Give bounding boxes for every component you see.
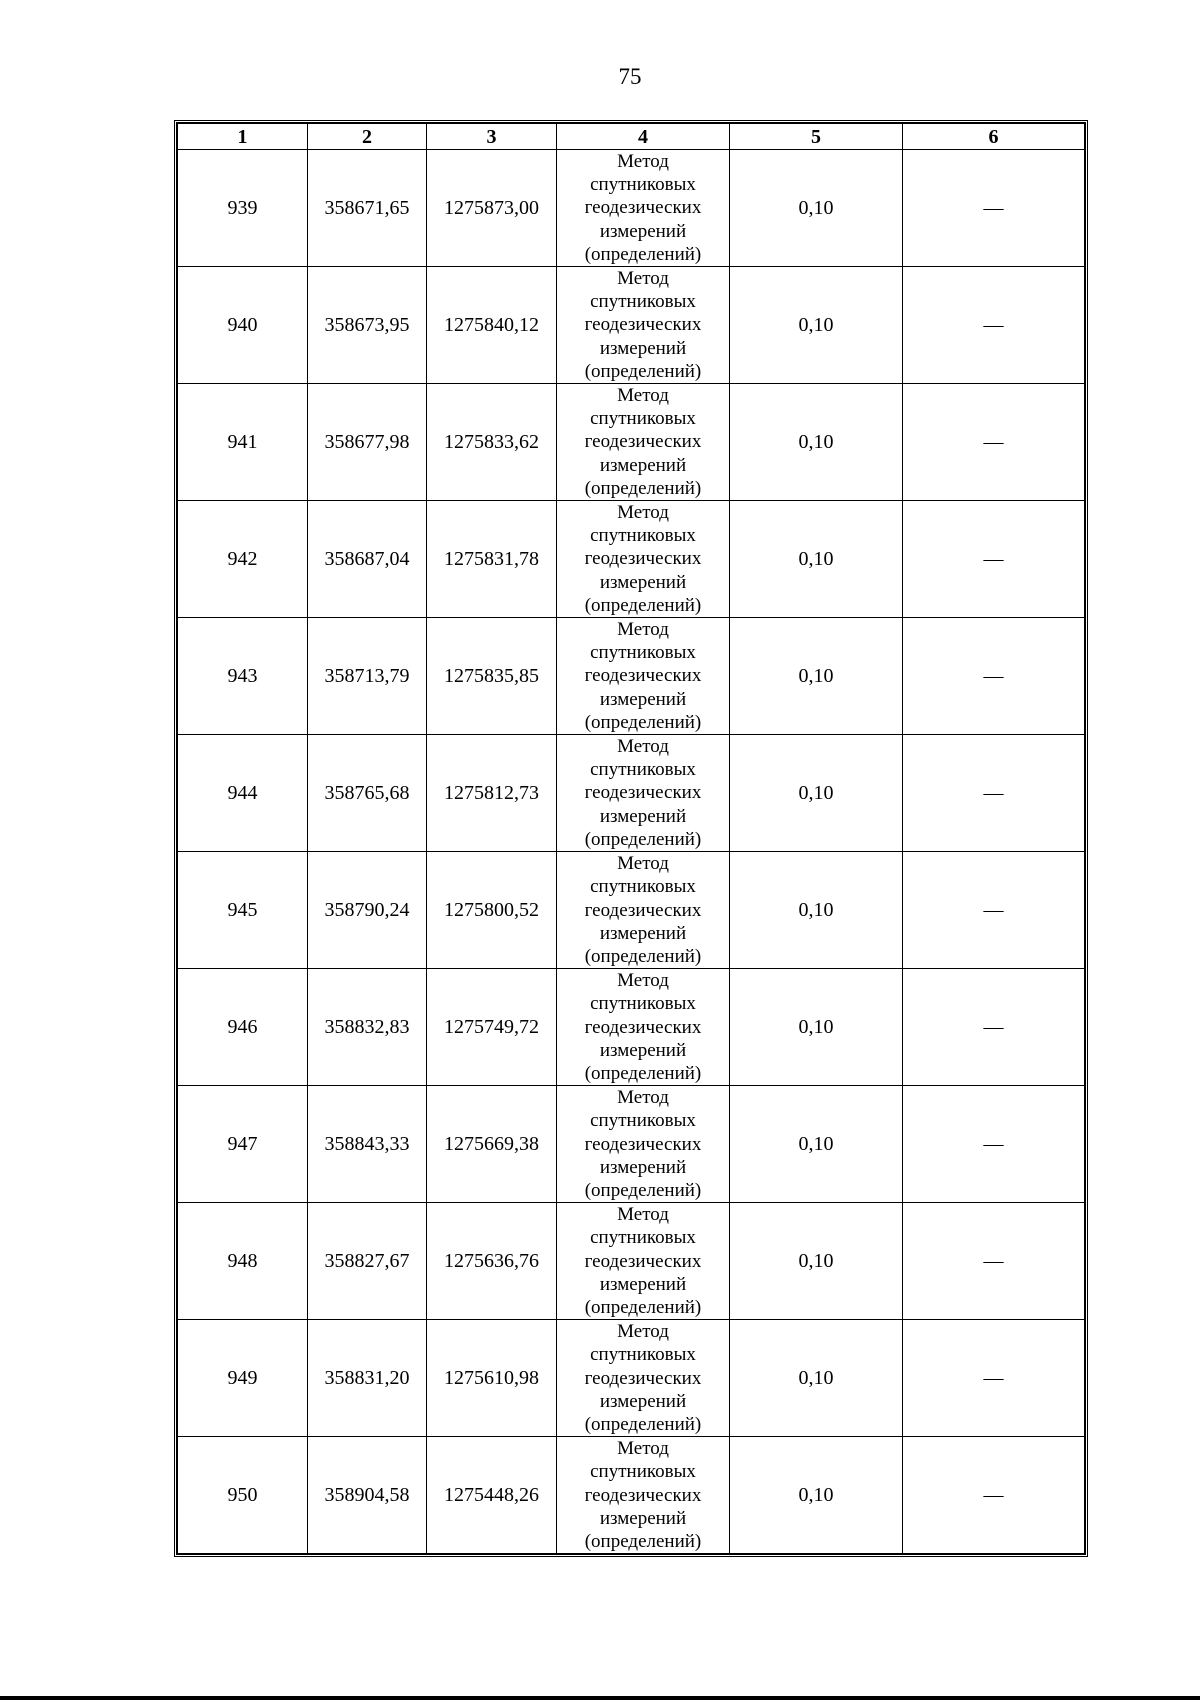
column-header: 6 — [903, 124, 1085, 150]
method-line: (определений) — [584, 945, 702, 967]
point-number-cell: 950 — [178, 1437, 308, 1554]
y-coordinate-cell: 1275812,73 — [427, 735, 557, 852]
method-line: спутниковых — [590, 408, 696, 430]
note-cell: — — [903, 1320, 1085, 1437]
method-line: геодезических — [584, 665, 702, 687]
method-line: (определений) — [584, 1179, 702, 1201]
x-coordinate-cell: 358765,68 — [308, 735, 427, 852]
method-line: Метод — [617, 1438, 669, 1460]
x-coordinate-cell: 358827,67 — [308, 1203, 427, 1320]
table-row — [178, 1086, 1085, 1203]
method-line: измерений — [599, 454, 687, 476]
note-cell: — — [903, 501, 1085, 618]
method-line: измерений — [599, 1039, 687, 1061]
point-number-cell: 945 — [178, 852, 308, 969]
table-row — [178, 267, 1085, 384]
method-line: Метод — [617, 736, 669, 758]
y-coordinate-cell: 1275833,62 — [427, 384, 557, 501]
table-header-row — [178, 124, 1085, 150]
table-row — [178, 1437, 1085, 1554]
column-header: 1 — [178, 124, 308, 150]
method-cell — [557, 852, 730, 969]
y-coordinate-cell: 1275873,00 — [427, 150, 557, 267]
method-line: измерений — [599, 688, 687, 710]
x-coordinate-cell: 358671,65 — [308, 150, 427, 267]
method-line: (определений) — [584, 360, 702, 382]
y-coordinate-cell: 1275749,72 — [427, 969, 557, 1086]
method-line: Метод — [617, 1321, 669, 1343]
method-cell — [557, 1086, 730, 1203]
y-coordinate-cell: 1275831,78 — [427, 501, 557, 618]
point-number-cell: 942 — [178, 501, 308, 618]
accuracy-cell: 0,10 — [730, 150, 903, 267]
table-row — [178, 1203, 1085, 1320]
method-cell — [557, 384, 730, 501]
method-line: Метод — [617, 853, 669, 875]
x-coordinate-cell: 358904,58 — [308, 1437, 427, 1554]
x-coordinate-cell: 358790,24 — [308, 852, 427, 969]
method-line: измерений — [599, 1273, 687, 1295]
method-line: спутниковых — [590, 642, 696, 664]
method-cell — [557, 501, 730, 618]
method-line: (определений) — [584, 243, 702, 265]
method-cell — [557, 969, 730, 1086]
table-row — [178, 501, 1085, 618]
note-cell: — — [903, 1437, 1085, 1554]
y-coordinate-cell: 1275840,12 — [427, 267, 557, 384]
point-number-cell: 939 — [178, 150, 308, 267]
method-line: спутниковых — [590, 1344, 696, 1366]
method-cell — [557, 1437, 730, 1554]
coordinates-table — [174, 120, 1088, 1557]
accuracy-cell: 0,10 — [730, 267, 903, 384]
method-cell — [557, 1320, 730, 1437]
table-row — [178, 618, 1085, 735]
accuracy-cell: 0,10 — [730, 1086, 903, 1203]
column-header: 5 — [730, 124, 903, 150]
y-coordinate-cell: 1275636,76 — [427, 1203, 557, 1320]
method-cell — [557, 150, 730, 267]
point-number-cell: 948 — [178, 1203, 308, 1320]
method-line: измерений — [599, 922, 687, 944]
method-line: спутниковых — [590, 525, 696, 547]
x-coordinate-cell: 358713,79 — [308, 618, 427, 735]
accuracy-cell: 0,10 — [730, 852, 903, 969]
method-line: геодезических — [584, 899, 702, 921]
table-row — [178, 969, 1085, 1086]
note-cell: — — [903, 735, 1085, 852]
method-line: спутниковых — [590, 876, 696, 898]
column-header: 2 — [308, 124, 427, 150]
note-cell: — — [903, 150, 1085, 267]
point-number-cell: 946 — [178, 969, 308, 1086]
method-cell — [557, 618, 730, 735]
method-line: геодезических — [584, 1016, 702, 1038]
note-cell: — — [903, 969, 1085, 1086]
method-line: геодезических — [584, 1133, 702, 1155]
accuracy-cell: 0,10 — [730, 1203, 903, 1320]
note-cell: — — [903, 1086, 1085, 1203]
y-coordinate-cell: 1275669,38 — [427, 1086, 557, 1203]
method-line: геодезических — [584, 782, 702, 804]
accuracy-cell: 0,10 — [730, 501, 903, 618]
method-cell — [557, 267, 730, 384]
note-cell: — — [903, 852, 1085, 969]
method-line: (определений) — [584, 477, 702, 499]
point-number-cell: 947 — [178, 1086, 308, 1203]
method-line: геодезических — [584, 1484, 702, 1506]
method-line: спутниковых — [590, 291, 696, 313]
column-header: 3 — [427, 124, 557, 150]
note-cell: — — [903, 384, 1085, 501]
accuracy-cell: 0,10 — [730, 735, 903, 852]
accuracy-cell: 0,10 — [730, 1320, 903, 1437]
table-row — [178, 384, 1085, 501]
table-row — [178, 735, 1085, 852]
method-line: геодезических — [584, 548, 702, 570]
x-coordinate-cell: 358831,20 — [308, 1320, 427, 1437]
table-row — [178, 150, 1085, 267]
method-line: Метод — [617, 1204, 669, 1226]
method-line: спутниковых — [590, 993, 696, 1015]
accuracy-cell: 0,10 — [730, 969, 903, 1086]
method-line: (определений) — [584, 1530, 702, 1552]
y-coordinate-cell: 1275448,26 — [427, 1437, 557, 1554]
method-line: измерений — [599, 1507, 687, 1529]
method-line: (определений) — [584, 1296, 702, 1318]
method-line: спутниковых — [590, 1227, 696, 1249]
method-line: (определений) — [584, 711, 702, 733]
method-line: Метод — [617, 970, 669, 992]
table-row — [178, 852, 1085, 969]
method-line: спутниковых — [590, 1461, 696, 1483]
method-line: геодезических — [584, 1367, 702, 1389]
y-coordinate-cell: 1275835,85 — [427, 618, 557, 735]
x-coordinate-cell: 358832,83 — [308, 969, 427, 1086]
method-line: (определений) — [584, 828, 702, 850]
note-cell: — — [903, 618, 1085, 735]
note-cell: — — [903, 1203, 1085, 1320]
note-cell: — — [903, 267, 1085, 384]
method-line: Метод — [617, 1087, 669, 1109]
y-coordinate-cell: 1275610,98 — [427, 1320, 557, 1437]
method-line: (определений) — [584, 594, 702, 616]
method-line: Метод — [617, 151, 669, 172]
accuracy-cell: 0,10 — [730, 1437, 903, 1554]
method-line: измерений — [599, 337, 687, 359]
method-line: Метод — [617, 619, 669, 641]
method-line: Метод — [617, 385, 669, 407]
accuracy-cell: 0,10 — [730, 384, 903, 501]
method-line: Метод — [617, 268, 669, 290]
method-line: измерений — [599, 1390, 687, 1412]
method-line: измерений — [599, 220, 687, 242]
table-row — [178, 1320, 1085, 1437]
y-coordinate-cell: 1275800,52 — [427, 852, 557, 969]
method-cell — [557, 735, 730, 852]
method-line: геодезических — [584, 197, 702, 219]
column-header: 4 — [557, 124, 730, 150]
method-line: геодезических — [584, 314, 702, 336]
table-body — [178, 150, 1085, 1554]
method-line: спутниковых — [590, 1110, 696, 1132]
method-line: измерений — [599, 1156, 687, 1178]
method-line: спутниковых — [590, 174, 696, 196]
method-line: (определений) — [584, 1413, 702, 1435]
method-line: Метод — [617, 502, 669, 524]
point-number-cell: 941 — [178, 384, 308, 501]
method-line: измерений — [599, 571, 687, 593]
method-line: спутниковых — [590, 759, 696, 781]
point-number-cell: 944 — [178, 735, 308, 852]
scan-edge-line — [0, 1696, 1200, 1700]
x-coordinate-cell: 358677,98 — [308, 384, 427, 501]
x-coordinate-cell: 358687,04 — [308, 501, 427, 618]
method-line: (определений) — [584, 1062, 702, 1084]
point-number-cell: 949 — [178, 1320, 308, 1437]
method-cell — [557, 1203, 730, 1320]
method-line: геодезических — [584, 431, 702, 453]
x-coordinate-cell: 358673,95 — [308, 267, 427, 384]
page-number: 75 — [618, 64, 642, 89]
x-coordinate-cell: 358843,33 — [308, 1086, 427, 1203]
point-number-cell: 940 — [178, 267, 308, 384]
method-line: геодезических — [584, 1250, 702, 1272]
point-number-cell: 943 — [178, 618, 308, 735]
accuracy-cell: 0,10 — [730, 618, 903, 735]
method-line: измерений — [599, 805, 687, 827]
